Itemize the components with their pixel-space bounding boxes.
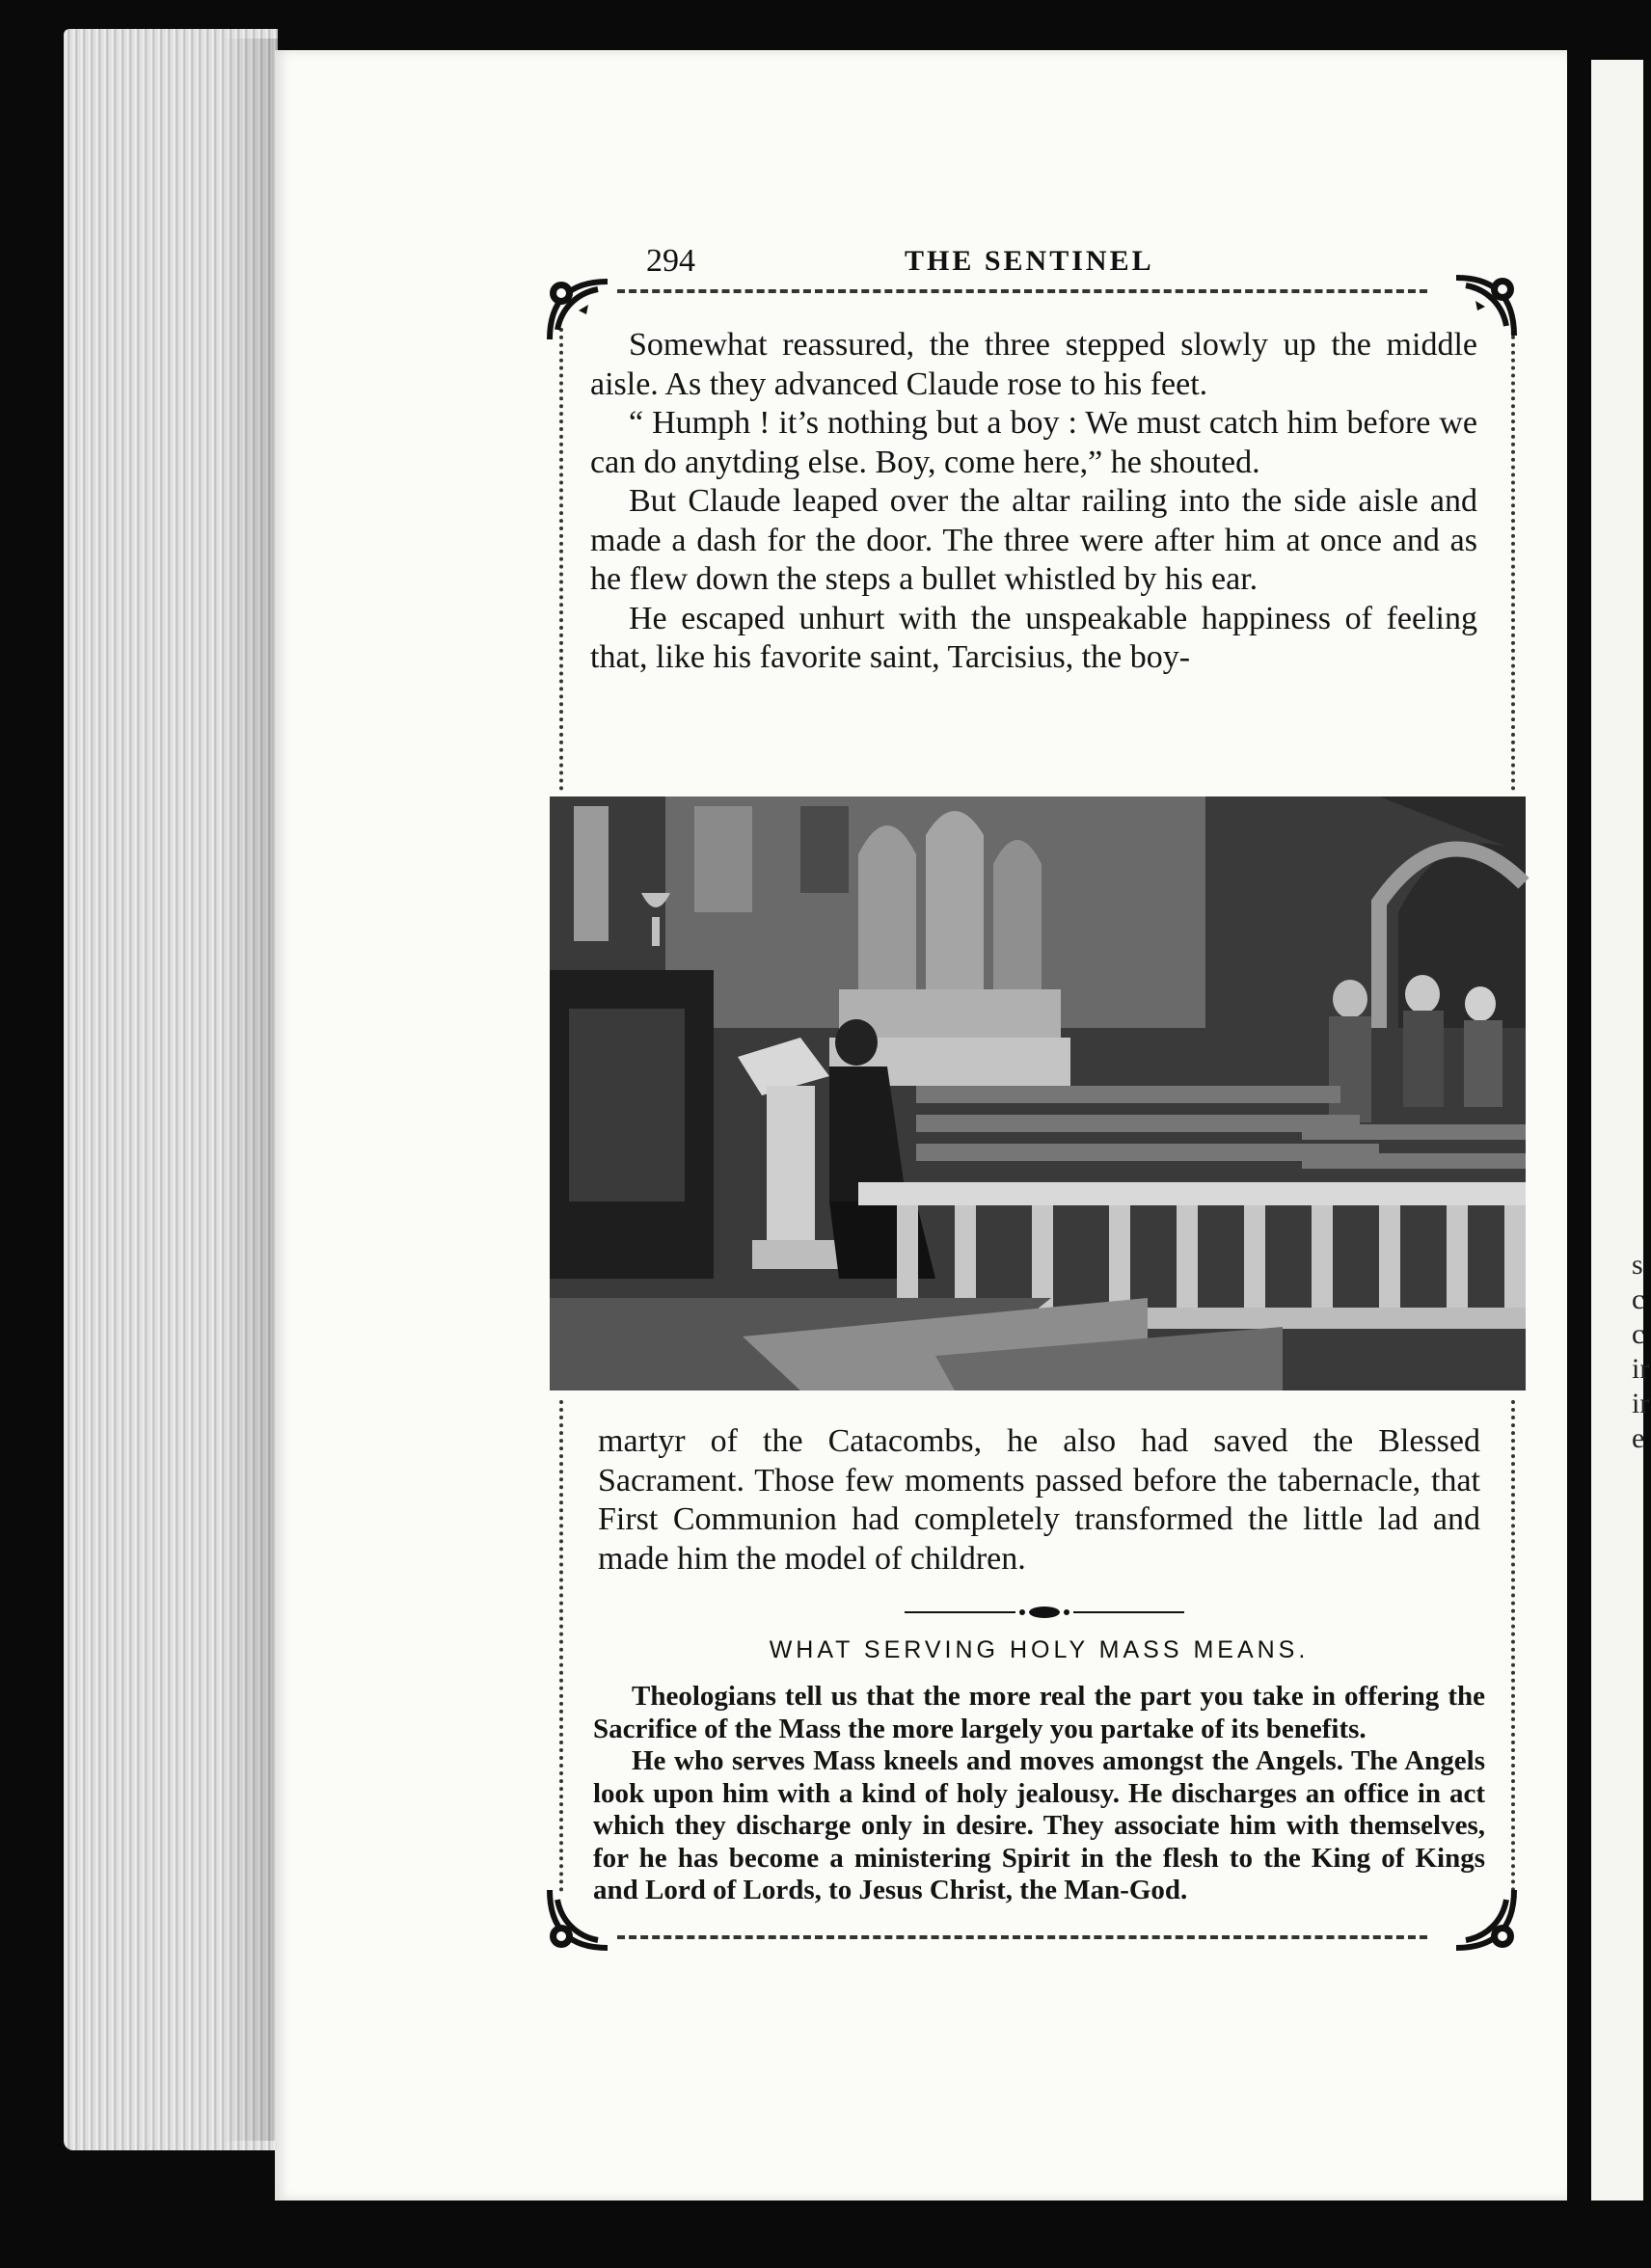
page-number: 294 bbox=[646, 243, 695, 279]
facing-page-edge bbox=[1591, 60, 1650, 2200]
frame-top-border bbox=[617, 289, 1427, 293]
story-text-before-illustration bbox=[590, 326, 1477, 678]
running-title: THE SENTINEL bbox=[905, 245, 1154, 277]
section-heading: WHAT SERVING HOLY MASS MEANS. bbox=[769, 1636, 1310, 1663]
section-body bbox=[593, 1681, 1485, 1907]
paragraph: martyr of the Catacombs, he also had saved the Blessed Sacrament. Those few moments passed before the tabernacle, that First Communion had completely transformed the little lad and made him the model of children. bbox=[598, 1423, 1480, 1577]
frame-left-border bbox=[559, 328, 563, 791]
paragraph: He who serves Mass kneels and moves amongst the Angels. The Angels look upon him with a kind of holy jealousy. He discharges an office in act which they discharge only in desire. They associate him with themselves, for he has become a ministering Spirit in the flesh to the King of Kings and Lord of Lords, to Jesus Christ, the Man-God. bbox=[593, 1745, 1485, 1905]
frame-left-border bbox=[559, 1400, 563, 1892]
gutter-shadow bbox=[222, 39, 280, 2141]
facing-page-fragment: s bbox=[1632, 1249, 1643, 1281]
facing-page-fragment: c bbox=[1632, 1318, 1645, 1350]
frame-right-border bbox=[1511, 328, 1515, 791]
paragraph: Theologians tell us that the more real the part you take in offering the Sacrifice of the Mass the more largely you partake of its benefits. bbox=[593, 1681, 1485, 1744]
frame-bottom-border bbox=[617, 1935, 1427, 1939]
paragraph: Somewhat reassured, the three stepped slowly up the middle aisle. As they advanced Claude rose to his feet. bbox=[590, 327, 1477, 402]
facing-page-fragment: e bbox=[1632, 1422, 1645, 1454]
facing-page-fragment: ir bbox=[1632, 1353, 1650, 1385]
facing-page-fragment: c bbox=[1632, 1283, 1645, 1315]
paragraph: But Claude leaped over the altar railing into the side aisle and made a dash for the door. The three were after him at once and as he flew down the steps a bullet whistled by his ear. bbox=[590, 483, 1477, 597]
running-head bbox=[646, 243, 1244, 282]
church-interior-illustration bbox=[550, 796, 1526, 1390]
facing-page-fragment: ir bbox=[1632, 1388, 1650, 1419]
frame-right-border bbox=[1511, 1400, 1515, 1892]
paragraph: “ Humph ! it’s nothing but a boy : We must catch him before we can do anytding else. Boy, come here,” he shouted. bbox=[590, 405, 1477, 480]
story-text-after-illustration bbox=[598, 1422, 1480, 1579]
paragraph: He escaped unhurt with the unspeakable happiness of feeling that, like his favorite saint, Tarcisius, the boy- bbox=[590, 600, 1477, 675]
section-divider-icon bbox=[905, 1605, 1184, 1620]
